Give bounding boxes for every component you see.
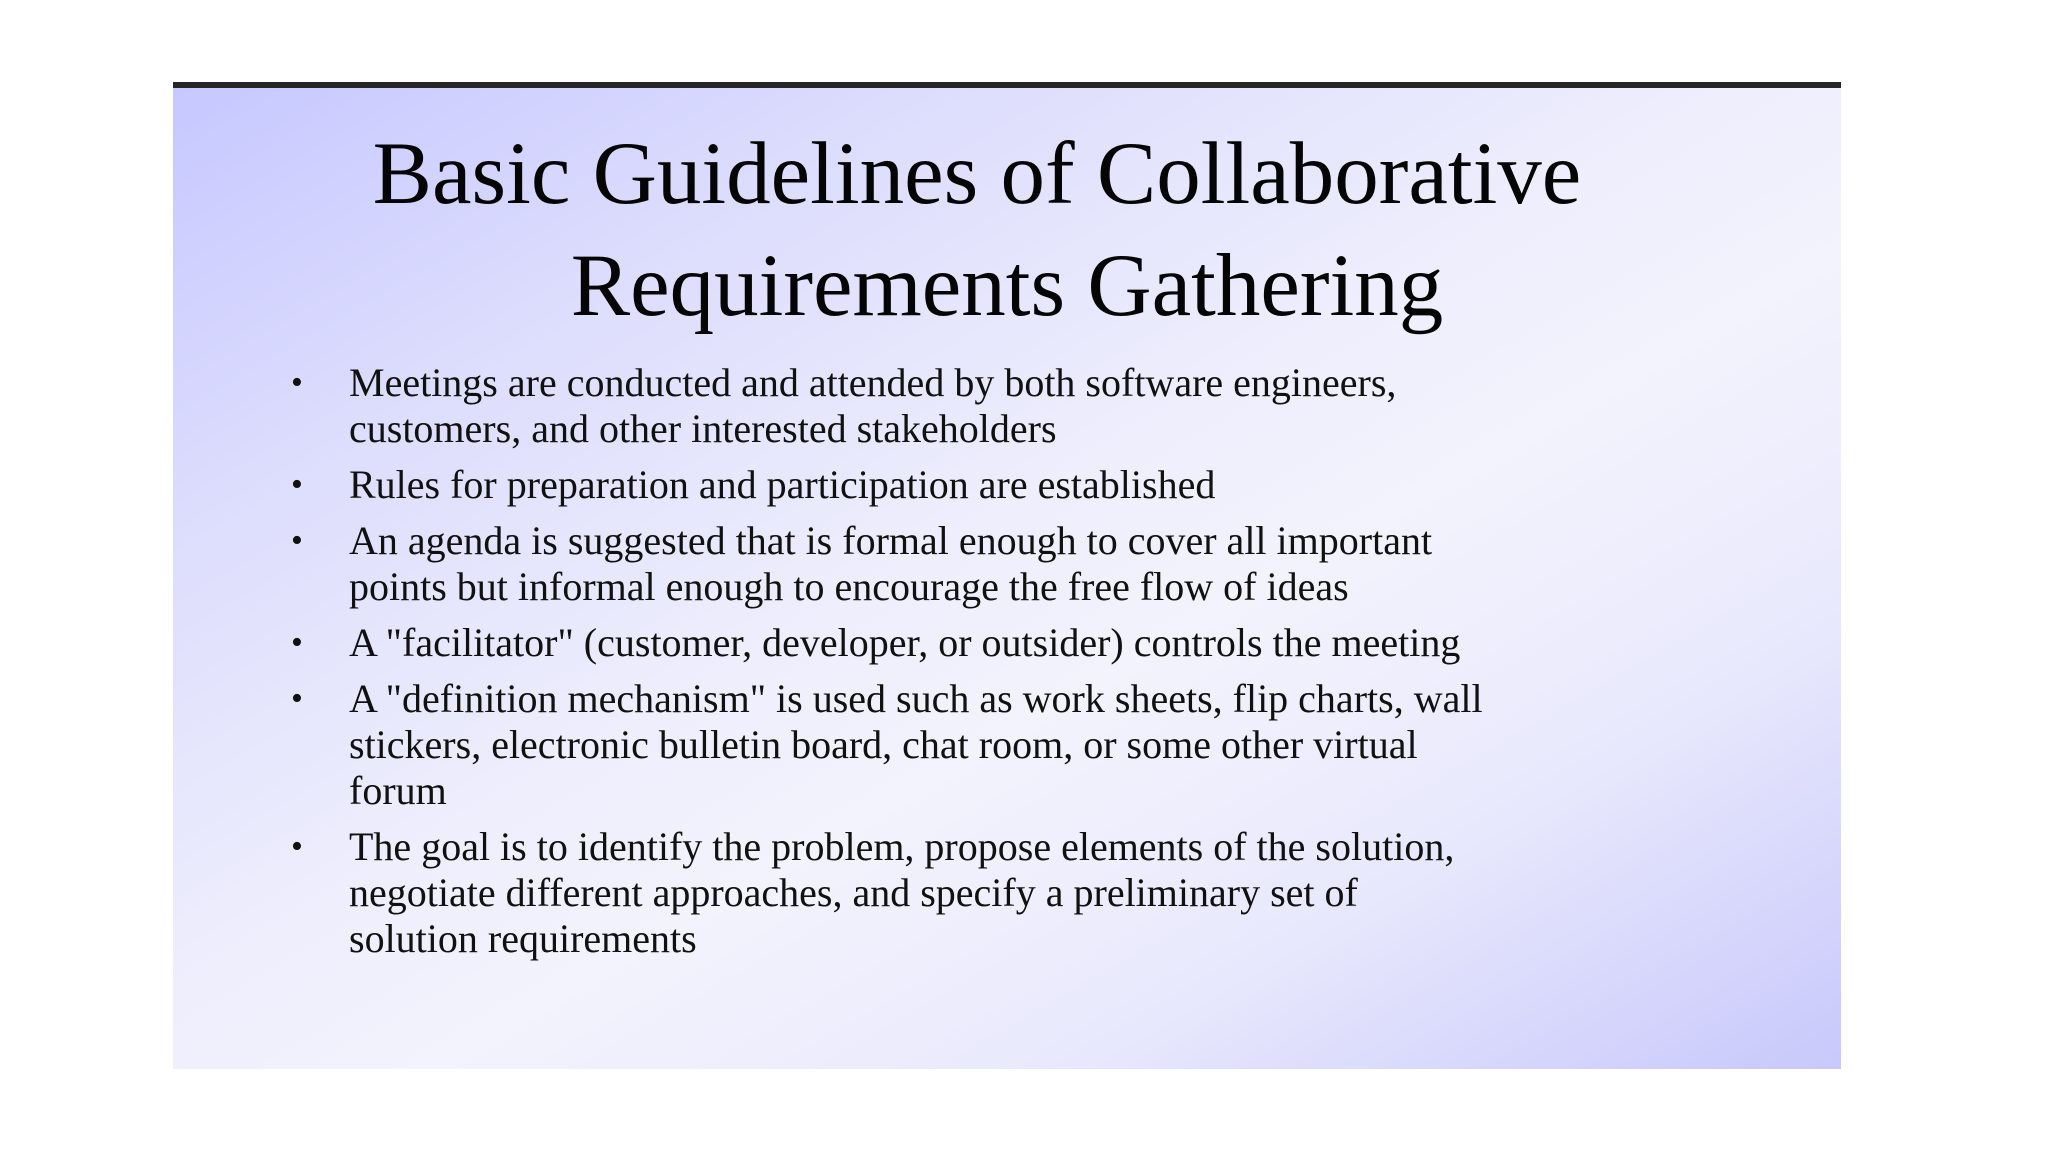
bullet-icon: • — [291, 522, 303, 559]
bullet-item-6 — [291, 824, 1791, 962]
bullet-text-line: An agenda is suggested that is formal enough to cover all important — [349, 518, 1433, 563]
bullet-icon: • — [291, 828, 303, 865]
bullet-list — [291, 360, 1791, 972]
title-line-2: Requirements Gathering — [570, 237, 1444, 335]
bullet-icon: • — [291, 466, 303, 503]
bullet-text-line: The goal is to identify the problem, propose elements of the solution, — [349, 824, 1455, 869]
bullet-text-line: A "definition mechanism" is used such as work sheets, flip charts, wall — [349, 676, 1483, 721]
bullet-text-line: solution requirements — [349, 916, 697, 961]
bullet-item-2 — [291, 462, 1791, 508]
slide — [173, 82, 1841, 1069]
bullet-item-1 — [291, 360, 1791, 452]
bullet-icon: • — [291, 364, 303, 401]
bullet-icon: • — [291, 624, 303, 661]
bullet-text-line: Meetings are conducted and attended by both software engineers, — [349, 360, 1397, 405]
slide-title — [173, 118, 1841, 342]
bullet-text-line: stickers, electronic bulletin board, chat room, or some other virtual — [349, 722, 1418, 767]
bullet-text-line: negotiate different approaches, and specify a preliminary set of — [349, 870, 1358, 915]
bullet-item-4 — [291, 620, 1791, 666]
bullet-text-line: customers, and other interested stakeholders — [349, 406, 1057, 451]
bullet-icon: • — [291, 680, 303, 717]
title-line-1: Basic Guidelines of Collaborative — [372, 125, 1582, 223]
bullet-text-line: forum — [349, 768, 447, 813]
bullet-text-line: points but informal enough to encourage the free flow of ideas — [349, 564, 1349, 609]
bullet-item-5 — [291, 676, 1791, 814]
bullet-item-3 — [291, 518, 1791, 610]
bullet-text-line: Rules for preparation and participation are established — [349, 462, 1216, 507]
bullet-text-line: A "facilitator" (customer, developer, or outsider) controls the meeting — [349, 620, 1461, 665]
